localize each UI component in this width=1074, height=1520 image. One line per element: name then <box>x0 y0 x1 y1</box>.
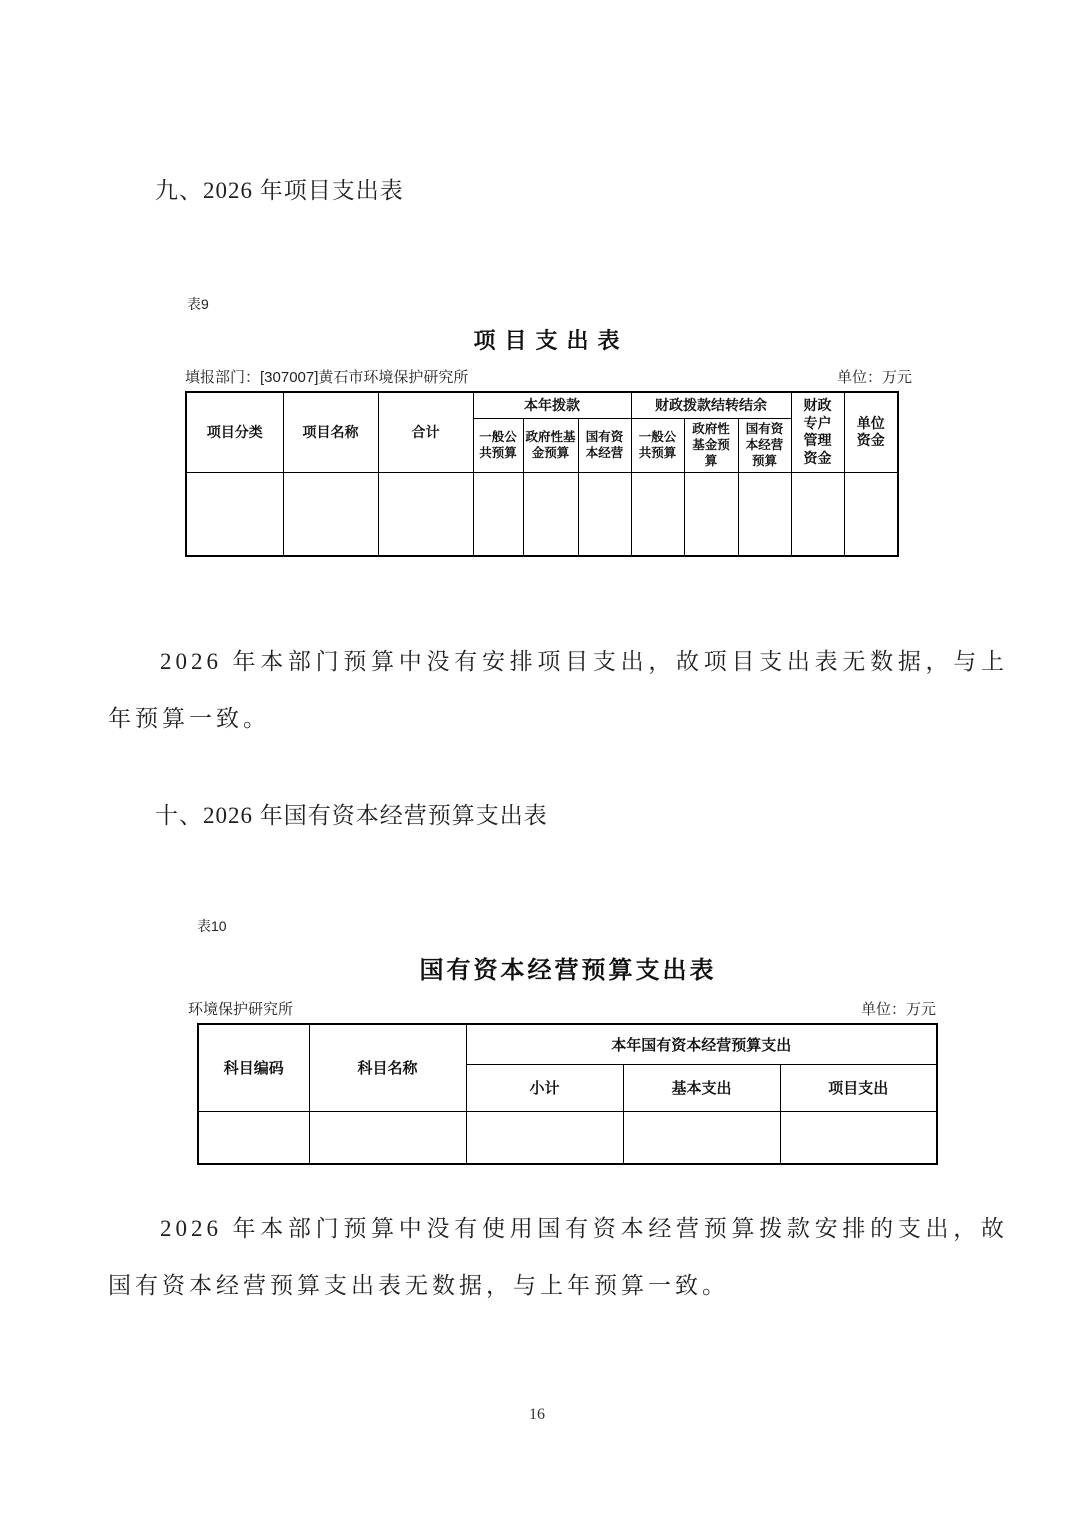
table-row <box>186 472 898 556</box>
table-10-caption-row <box>188 998 936 1019</box>
project-expenditure-table <box>185 391 899 557</box>
section-9-heading: 九、2026 年项目支出表 <box>155 178 404 203</box>
col-cy-government-fund-budget: 政府性基金预算 <box>523 418 578 472</box>
table-10-title: 国有资本经营预算支出表 <box>419 957 717 984</box>
col-co-state-capital-operation-budget: 国有资本经营预算 <box>738 418 791 472</box>
empty-cell <box>523 472 578 556</box>
empty-cell <box>844 472 898 556</box>
empty-cell <box>186 472 283 556</box>
empty-cell <box>198 1111 309 1164</box>
col-project-expenditure: 项目支出 <box>780 1064 937 1111</box>
table-row <box>198 1111 937 1164</box>
empty-cell <box>631 472 684 556</box>
col-co-government-fund-budget: 政府性基金预算 <box>684 418 738 472</box>
col-cy-general-public-budget: 一般公共预算 <box>473 418 523 472</box>
section-10-note: 2026 年本部门预算中没有使用国有资本经营预算拨款安排的支出，故国有资本经营预算支出表无数据，与上年预算一致。 <box>108 1216 1008 1298</box>
colgroup-current-year-state-capital-expenditure: 本年国有资本经营预算支出 <box>466 1024 937 1064</box>
col-project-name: 项目名称 <box>283 392 378 472</box>
table-9-reporting-department: 填报部门：[307007]黄石市环境保护研究所 <box>185 369 469 386</box>
table-9-title: 项目支出表 <box>473 328 629 353</box>
table-10-unit-label: 单位：万元 <box>860 1001 936 1018</box>
col-total: 合计 <box>378 392 473 472</box>
section-10-heading: 十、2026 年国有资本经营预算支出表 <box>155 803 548 828</box>
empty-cell <box>473 472 523 556</box>
section-9-note: 2026 年本部门预算中没有安排项目支出，故项目支出表无数据，与上年预算一致。 <box>108 649 1008 731</box>
colgroup-fiscal-carryover-balance: 财政拨款结转结余 <box>631 392 791 418</box>
col-co-general-public-budget: 一般公共预算 <box>631 418 684 472</box>
col-fiscal-special-account-funds: 财政专户管理资金 <box>791 392 844 472</box>
empty-cell <box>791 472 844 556</box>
table-10-label: 表10 <box>197 918 227 934</box>
col-unit-funds: 单位资金 <box>844 392 898 472</box>
empty-cell <box>378 472 473 556</box>
empty-cell <box>578 472 631 556</box>
page-number: 16 <box>529 1406 545 1423</box>
empty-cell <box>684 472 738 556</box>
colgroup-current-year-appropriation: 本年拨款 <box>473 392 631 418</box>
empty-cell <box>623 1111 780 1164</box>
empty-cell <box>738 472 791 556</box>
col-subject-code: 科目编码 <box>198 1024 309 1111</box>
col-project-category: 项目分类 <box>186 392 283 472</box>
table-9-caption-row <box>185 366 912 387</box>
table-10-reporting-department: 环境保护研究所 <box>188 1001 294 1018</box>
col-subtotal: 小计 <box>466 1064 623 1111</box>
col-cy-state-capital-operation: 国有资本经营 <box>578 418 631 472</box>
empty-cell <box>780 1111 937 1164</box>
table-9-unit-label: 单位：万元 <box>836 369 912 386</box>
empty-cell <box>309 1111 466 1164</box>
table-9-label: 表9 <box>187 296 209 312</box>
state-capital-budget-expenditure-table <box>197 1023 938 1165</box>
empty-cell <box>466 1111 623 1164</box>
col-basic-expenditure: 基本支出 <box>623 1064 780 1111</box>
col-subject-name: 科目名称 <box>309 1024 466 1111</box>
empty-cell <box>283 472 378 556</box>
